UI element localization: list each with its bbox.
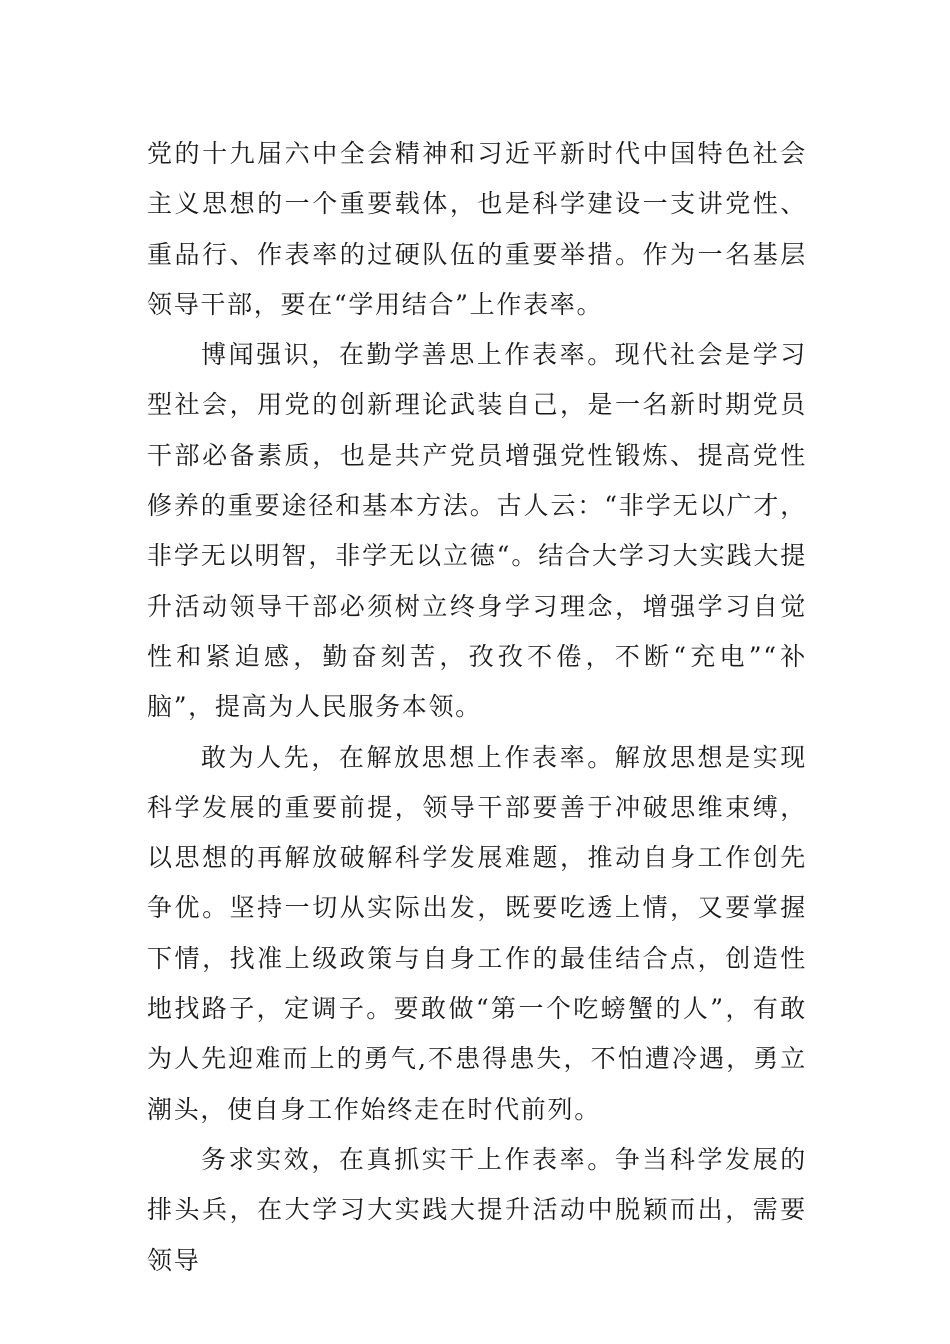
paragraph-2: 博闻强识，在勤学善思上作表率。现代社会是学习型社会，用党的创新理论武装自己，是一名新时期党员干部必备素质，也是共产党员增强党性锻炼、提高党性修养的重要途径和基本方法。古人云：“非学无以广才，非学无以明智，非学无以立德“。结合大学习大实践大提升活动领导干部必须树立终身学习理念，增强学习自觉性和紧迫感，勤奋刻苦，孜孜不倦，不断“充电”“补脑”，提高为人民服务本领。 [147,340,807,722]
paragraph-4: 务求实效，在真抓实干上作表率。争当科学发展的排头兵，在大学习大实践大提升活动中脱颖而出，需要领导 [147,1144,807,1275]
body-text [147,129,807,1286]
paragraph-3: 敢为人先，在解放思想上作表率。解放思想是实现科学发展的重要前提，领导干部要善于冲破思维束缚，以思想的再解放破解科学发展难题，推动自身工作创先争优。坚持一切从实际出发，既要吃透上情，又要掌握下情，找准上级政策与自身工作的最佳结合点，创造性地找路子，定调子。要敢做“第一个吃螃蟹的人”，有敢为人先迎难而上的勇气,不患得患失，不怕遭冷遇，勇立潮头，使自身工作始终走在时代前列。 [147,742,807,1124]
paragraph-1: 党的十九届六中全会精神和习近平新时代中国特色社会主义思想的一个重要载体，也是科学建设一支讲党性、重品行、作表率的过硬队伍的重要举措。作为一名基层领导干部，要在“学用结合”上作表率。 [147,139,807,319]
